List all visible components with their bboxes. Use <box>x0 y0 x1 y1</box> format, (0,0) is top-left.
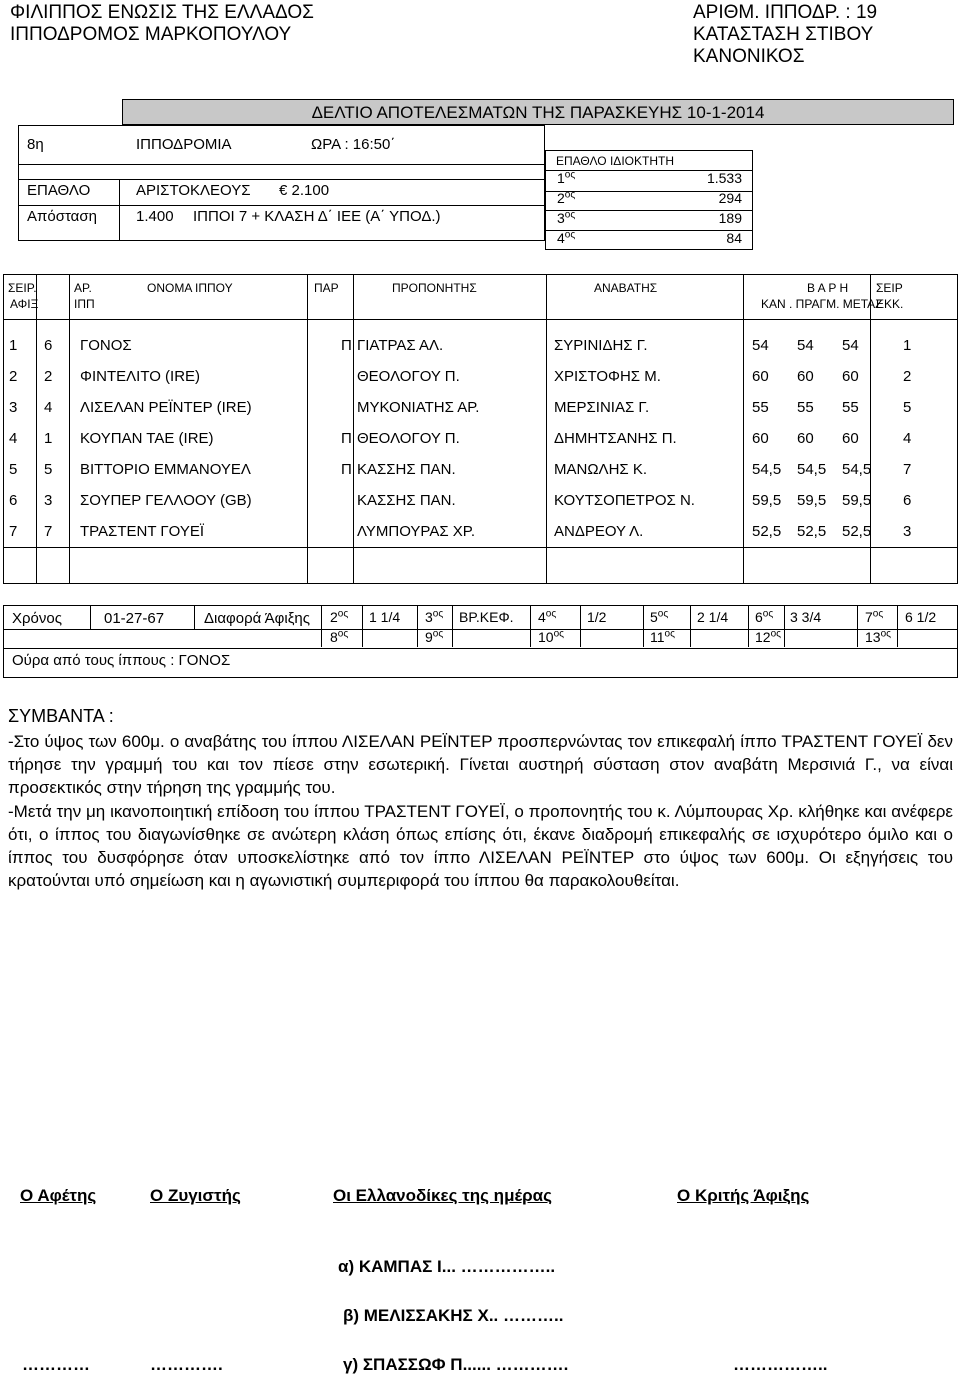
margin-label: Διαφορά Άφιξης <box>204 610 310 627</box>
col-header-jockey: ΑΝΑΒΑΤΗΣ <box>594 281 658 295</box>
ordinal-suffix: ος <box>564 209 576 221</box>
owner-prize-amount: 84 <box>726 230 742 246</box>
margin-place <box>538 609 556 625</box>
result-jockey: ΑΝΔΡΕΟΥ Λ. <box>554 523 644 540</box>
margin-place-number: 3 <box>425 609 433 625</box>
result-horse-number: 7 <box>44 523 53 540</box>
result-horse-name: ΦΙΝΤΕΛΙΤΟ (IRE) <box>80 368 201 385</box>
ordinal-suffix: ος <box>657 608 669 620</box>
racecourse-name: ΙΠΠΟΔΡΟΜΟΣ ΜΑΡΚΟΠΟΥΛΟΥ <box>10 24 292 45</box>
margin-value: 6 1/2 <box>905 609 937 625</box>
result-weight-carried: 60 <box>842 430 859 447</box>
result-start-position: 7 <box>903 461 912 478</box>
margin-place-number: 10 <box>538 629 554 645</box>
ordinal-suffix: ος <box>770 628 781 640</box>
cell-divider <box>417 605 418 647</box>
result-weight-nominal: 54,5 <box>752 461 782 478</box>
margin-place <box>538 629 564 645</box>
incidents-heading: ΣΥΜΒΑΝΤΑ : <box>8 706 114 726</box>
result-trainer: ΘΕΟΛΟΓΟΥ Π. <box>357 430 460 447</box>
owner-prize-place-number: 4 <box>557 230 565 246</box>
result-place: 6 <box>9 492 18 509</box>
margin-place-number: 6 <box>755 609 763 625</box>
result-horse-name: ΓΟΝΟΣ <box>80 337 132 354</box>
result-place: 7 <box>9 523 18 540</box>
result-trainer: ΛΥΜΠΟΥΡΑΣ ΧΡ. <box>357 523 476 540</box>
owner-prize-place-number: 1 <box>557 170 565 186</box>
cell-divider <box>784 605 785 647</box>
result-horse-name: ΚΟΥΠΑΝ ΤΑΕ (IRE) <box>80 430 214 447</box>
cell-divider <box>362 605 363 647</box>
result-jockey: ΜΕΡΣΙΝΙΑΣ Γ. <box>554 399 650 416</box>
ordinal-suffix: ος <box>545 608 557 620</box>
result-start-position: 4 <box>903 430 912 447</box>
result-weight-carried: 55 <box>842 399 859 416</box>
owner-prize-place <box>557 230 575 246</box>
starter-signature-label: Ο Αφέτης <box>20 1186 97 1205</box>
federation-name: ΦΙΛΙΠΠΟΣ ΕΝΩΣΙΣ ΤΗΣ ΕΛΛΑΔΟΣ <box>10 2 314 23</box>
result-jockey: ΚΟΥΤΣΟΠΕΤΡΟΣ Ν. <box>554 492 695 509</box>
ordinal-suffix: ος <box>762 608 774 620</box>
result-weight-actual: 59,5 <box>797 492 827 509</box>
distance-label: Απόσταση <box>27 208 97 225</box>
track-condition-label: ΚΑΤΑΣΤΑΣΗ ΣΤΙΒΟΥ <box>693 24 874 45</box>
result-weight-carried: 54,5 <box>842 461 872 478</box>
ordinal-suffix: ος <box>337 608 349 620</box>
ordinal-suffix: ος <box>664 628 675 640</box>
result-horse-number: 6 <box>44 337 53 354</box>
result-horse-number: 2 <box>44 368 53 385</box>
result-weight-actual: 54,5 <box>797 461 827 478</box>
result-place: 3 <box>9 399 18 416</box>
race-time-result: 01-27-67 <box>104 610 165 627</box>
cell-divider <box>321 605 322 647</box>
margin-place-number: 13 <box>865 629 881 645</box>
race-label: ΙΠΠΟΔΡΟΜΙΑ <box>136 136 232 153</box>
margin-place-number: 8 <box>330 629 338 645</box>
result-start-position: 1 <box>903 337 912 354</box>
result-weight-carried: 52,5 <box>842 523 872 540</box>
ordinal-suffix: ος <box>564 189 576 201</box>
owner-prize-place <box>557 190 575 206</box>
steward-c: γ) ΣΠΑΣΣΩΦ Π...... …………. <box>343 1355 569 1374</box>
cell-divider <box>857 605 858 647</box>
race-info-box <box>18 125 545 241</box>
result-horse-number: 3 <box>44 492 53 509</box>
result-start-position: 6 <box>903 492 912 509</box>
result-jockey: ΜΑΝΩΛΗΣ Κ. <box>554 461 648 478</box>
time-label: Χρόνος <box>12 610 62 627</box>
margin-value: ΒΡ.ΚΕΦ. <box>459 609 514 625</box>
race-day-number: ΑΡΙΘΜ. ΙΠΠΟΔΡ. : 19 <box>693 2 878 23</box>
race-number: 8η <box>27 136 44 153</box>
ordinal-suffix: ος <box>880 628 891 640</box>
margin-place <box>330 609 348 625</box>
result-place: 4 <box>9 430 18 447</box>
col-header-weights-sub: ΚΑΝ . ΠΡΑΓΜ. ΜΕΤΑΖ <box>761 297 883 311</box>
last-place-note: Ούρα από τους ίππους : ΓΟΝΟΣ <box>12 652 231 669</box>
result-trainer: ΚΑΣΣΗΣ ΠΑΝ. <box>357 492 456 509</box>
owner-prize-amount: 294 <box>718 190 742 206</box>
ordinal-suffix: ος <box>564 169 576 181</box>
col-header-number-2: ΙΠΠ <box>74 297 95 311</box>
result-jockey: ΔΗΜΗΤΣΑΝΗΣ Π. <box>554 430 677 447</box>
result-horse-number: 4 <box>44 399 53 416</box>
result-trainer: ΓΙΑΤΡΑΣ ΑΛ. <box>357 337 444 354</box>
result-jockey: ΧΡΙΣΤΟΦΗΣ Μ. <box>554 368 661 385</box>
margin-place-number: 7 <box>865 609 873 625</box>
result-weight-nominal: 55 <box>752 399 769 416</box>
result-horse-name: ΣΟΥΠΕΡ ΓΕΛΛΟΟΥ (GB) <box>80 492 252 509</box>
cell-divider <box>690 605 691 647</box>
cell-divider <box>530 605 531 647</box>
result-jockey: ΣΥΡΙΝΙΔΗΣ Γ. <box>554 337 648 354</box>
margin-place-number: 9 <box>425 629 433 645</box>
prize-amount: € 2.100 <box>279 182 330 199</box>
margin-place <box>650 629 675 645</box>
owner-prize-title: ΕΠΑΘΛΟ ΙΔΙΟΚΤΗΤΗ <box>556 154 674 168</box>
cell-divider <box>897 605 898 647</box>
result-weight-carried: 54 <box>842 337 859 354</box>
cell-divider <box>748 605 749 647</box>
prize-name: ΑΡΙΣΤΟΚΛΕΟΥΣ <box>136 182 251 199</box>
weigher-signature-line: …………. <box>150 1355 223 1374</box>
margin-place <box>755 609 773 625</box>
ordinal-suffix: ος <box>432 628 444 640</box>
owner-prize-amount: 189 <box>718 210 742 226</box>
result-trainer: ΘΕΟΛΟΓΟΥ Π. <box>357 368 460 385</box>
result-weight-actual: 60 <box>797 368 814 385</box>
margin-value: 1 1/4 <box>369 609 401 625</box>
margin-value: 1/2 <box>587 609 607 625</box>
margin-place-number: 12 <box>755 629 771 645</box>
margin-value: 3 3/4 <box>790 609 822 625</box>
owner-prize-place <box>557 210 575 226</box>
col-header-place: ΣΕΙΡ. <box>8 281 37 295</box>
margin-place <box>865 629 891 645</box>
result-horse-number: 1 <box>44 430 53 447</box>
result-par: Π <box>341 430 352 447</box>
margin-place <box>425 629 443 645</box>
margin-place <box>425 609 443 625</box>
ordinal-suffix: ος <box>872 608 884 620</box>
result-horse-name: ΤΡΑΣΤΕΝΤ ΓΟΥΕΪ <box>80 523 205 540</box>
margin-value: 2 1/4 <box>697 609 729 625</box>
ordinal-suffix: ος <box>432 608 444 620</box>
margin-place-number: 2 <box>330 609 338 625</box>
col-header-weights: Β Α Ρ Η <box>807 281 849 295</box>
ordinal-suffix: ος <box>337 628 349 640</box>
ordinal-suffix: ος <box>564 229 576 241</box>
stewards-signature-label: Οι Ελλανοδίκες της ημέρας <box>333 1186 552 1205</box>
cell-divider <box>580 605 581 647</box>
cell-divider <box>452 605 453 647</box>
col-header-place-2: ΑΦΙΞ <box>10 297 39 311</box>
steward-b: β) ΜΕΛΙΣΣΑΚΗΣ Χ.. ……….. <box>343 1306 564 1325</box>
result-weight-nominal: 54 <box>752 337 769 354</box>
result-weight-nominal: 52,5 <box>752 523 782 540</box>
result-weight-nominal: 60 <box>752 368 769 385</box>
margin-place-number: 11 <box>650 629 665 645</box>
col-header-number: ΑΡ. <box>74 281 92 295</box>
result-weight-actual: 55 <box>797 399 814 416</box>
result-weight-actual: 54 <box>797 337 814 354</box>
incident-paragraph-2: -Μετά την μη ικανοποιητική επίδοση του ίππου ΤΡΑΣΤΕΝΤ ΓΟΥΕΪ, ο προπονητής του κ. Λύμπουρας Χρ. κλήθηκε και ανέφερε ότι, ο ίππος του διαγωνίσθηκε σε ανώτερη κλάση όπως επίσης ότι, έκανε διαδρομή επικεφαλής σε ισχυρότερο όμιλο και ο ίππος του δυσφόρησε όταν υποσκελίστηκε από τον ίππο ΛΙΣΕΛΑΝ ΡΕΪΝΤΕΡ στο ύψος των 600μ. Οι εξηγήσεις του κρατούνται υπό σημείωση και η αγωνιστική συμπεριφορά του ίππου θα παρακολουθείται. <box>8 802 953 890</box>
result-trainer: ΜΥΚΟΝΙΑΤΗΣ ΑΡ. <box>357 399 480 416</box>
ordinal-suffix: ος <box>553 628 564 640</box>
owner-prize-place <box>557 170 575 186</box>
margin-place-number: 5 <box>650 609 658 625</box>
result-weight-nominal: 59,5 <box>752 492 782 509</box>
starter-signature-line: ………… <box>22 1355 90 1374</box>
result-place: 5 <box>9 461 18 478</box>
judge-signature-label: Ο Κριτής Άφιξης <box>677 1186 810 1205</box>
weigher-signature-label: Ο Ζυγιστής <box>150 1186 241 1205</box>
margin-place <box>330 629 348 645</box>
result-weight-actual: 60 <box>797 430 814 447</box>
col-header-par: ΠΑΡ <box>314 281 339 295</box>
distance-value: 1.400 <box>136 208 174 225</box>
col-header-start: ΣΕΙΡ <box>876 281 903 295</box>
margin-place <box>755 629 781 645</box>
result-weight-carried: 59,5 <box>842 492 872 509</box>
judge-signature-line: …………….. <box>733 1355 828 1374</box>
track-condition: ΚΑΝΟΝΙΚΟΣ <box>693 46 805 67</box>
margin-place <box>650 609 668 625</box>
owner-prize-place-number: 2 <box>557 190 565 206</box>
result-start-position: 2 <box>903 368 912 385</box>
result-horse-name: ΒΙΤΤΟΡΙΟ ΕΜΜΑΝΟΥΕΛ <box>80 461 251 478</box>
result-horse-name: ΛΙΣΕΛΑΝ ΡΕΪΝΤΕΡ (IRE) <box>80 399 252 416</box>
result-trainer: ΚΑΣΣΗΣ ΠΑΝ. <box>357 461 456 478</box>
owner-prize-amount: 1.533 <box>706 170 742 186</box>
steward-a: α) ΚΑΜΠΑΣ Ι... …………….. <box>338 1257 556 1276</box>
cell-divider <box>643 605 644 647</box>
result-par: Π <box>341 337 352 354</box>
result-weight-carried: 60 <box>842 368 859 385</box>
result-weight-nominal: 60 <box>752 430 769 447</box>
col-header-trainer: ΠΡΟΠΟΝΗΤΗΣ <box>392 281 477 295</box>
result-weight-actual: 52,5 <box>797 523 827 540</box>
col-header-start-2: ΕΚΚ. <box>876 297 904 311</box>
result-place: 1 <box>9 337 18 354</box>
col-header-horse: ΟΝΟΜΑ ΙΠΠΟΥ <box>147 281 233 295</box>
result-start-position: 5 <box>903 399 912 416</box>
result-horse-number: 5 <box>44 461 53 478</box>
margin-place-number: 4 <box>538 609 546 625</box>
title-bar <box>122 99 954 125</box>
race-time: ΩΡΑ : 16:50΄ <box>311 136 396 153</box>
prize-label: ΕΠΑΘΛΟ <box>27 182 91 199</box>
incident-paragraph-1: -Στο ύψος των 600μ. ο αναβάτης του ίππου ΛΙΣΕΛΑΝ ΡΕΪΝΤΕΡ προσπερνώντας τον επικεφαλή ίππο ΤΡΑΣΤΕΝΤ ΓΟΥΕΪ δεν τήρησε την γραμμή του και τον πίεσε στην εσωτερική. Γίνεται αυστηρή σύσταση στον αναβάτη Μερσινιά Γ., να είναι προσεκτικός στην τήρηση της γραμμής του. <box>8 732 953 797</box>
result-par: Π <box>341 461 352 478</box>
owner-prize-place-number: 3 <box>557 210 565 226</box>
race-category: ΙΠΠΟΙ 7 + ΚΛΑΣΗ Δ΄ ΙΕΕ (Α΄ ΥΠΟΔ.) <box>193 208 441 225</box>
margin-place <box>865 609 883 625</box>
page-title: ΔΕΛΤΙΟ ΑΠΟΤΕΛΕΣΜΑΤΩΝ ΤΗΣ ΠΑΡΑΣΚΕΥΗΣ 10-1-2014 <box>311 103 765 122</box>
result-start-position: 3 <box>903 523 912 540</box>
result-place: 2 <box>9 368 18 385</box>
